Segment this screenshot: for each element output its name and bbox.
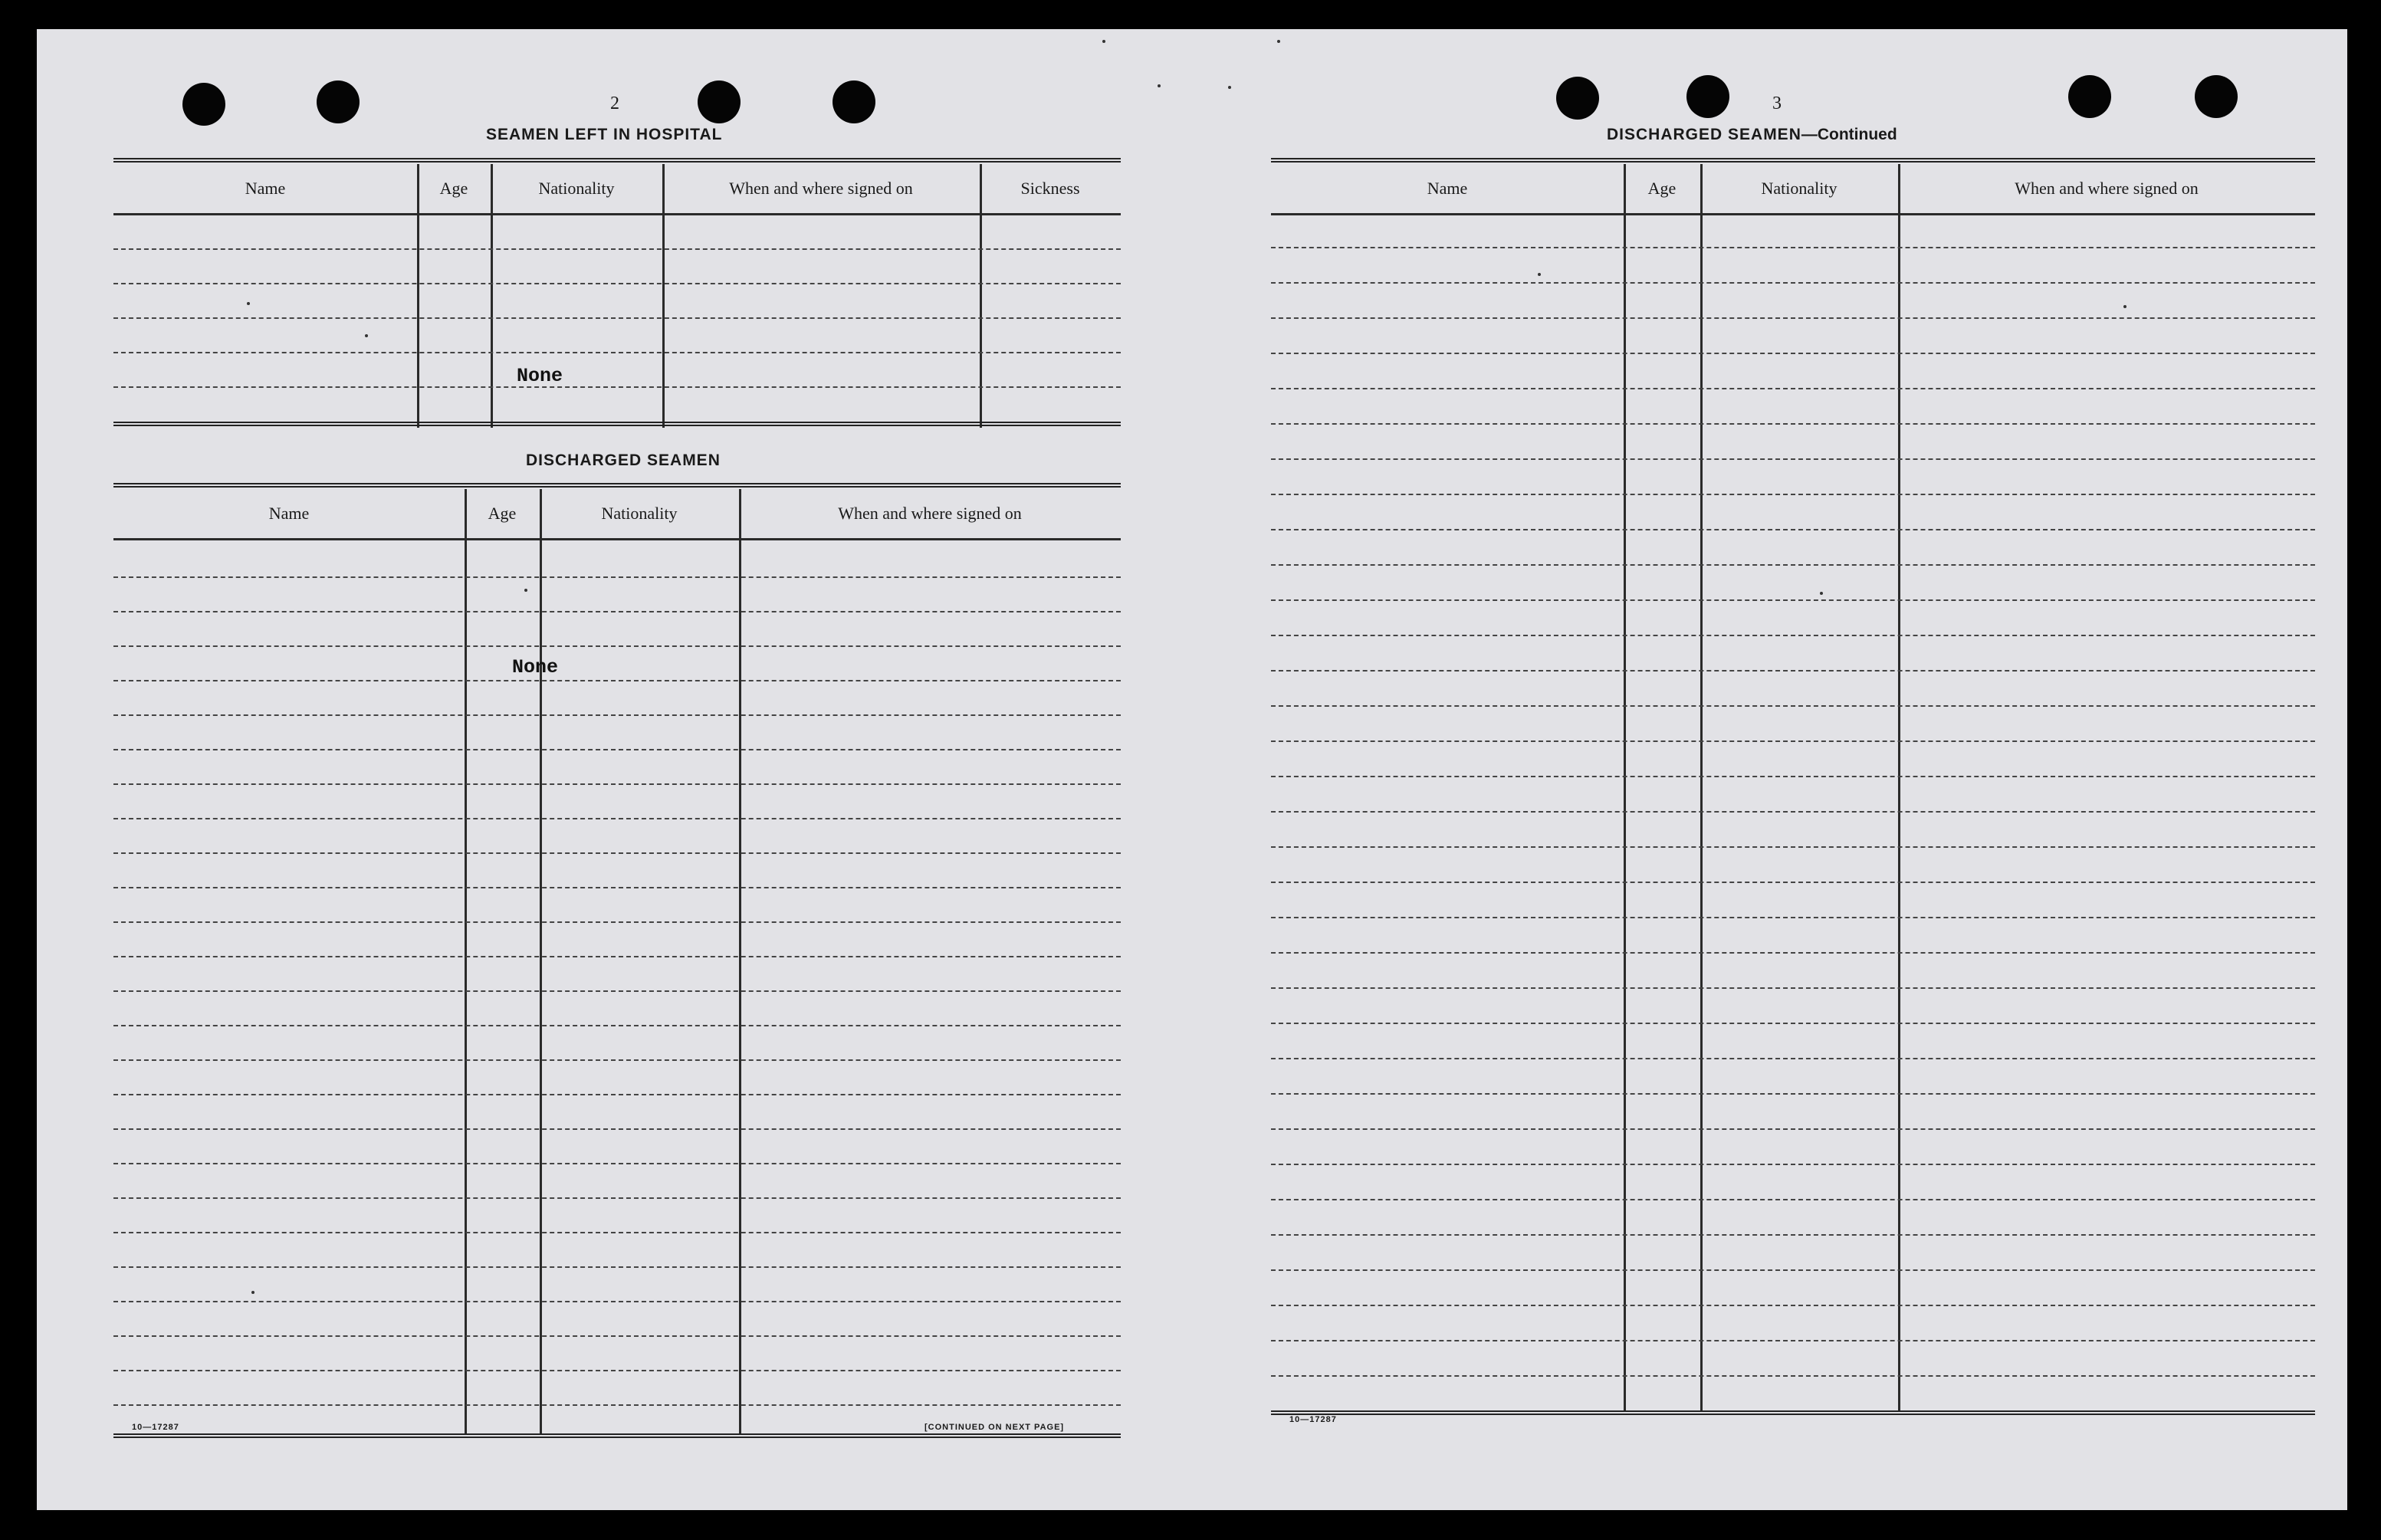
column-header-sickness: Sickness: [1020, 179, 1080, 198]
title-suffix: —Continued: [1801, 126, 1897, 143]
row-line: [113, 1370, 1121, 1371]
section-title-discharged-continued: [1607, 126, 1897, 144]
row-line: [113, 248, 1121, 250]
row-line: [113, 611, 1121, 612]
column-divider: [1700, 164, 1703, 1410]
row-line: [1271, 635, 2315, 636]
row-line: [1271, 1375, 2315, 1377]
document-spread: [37, 29, 2347, 1510]
column-header-signed-on: When and where signed on: [729, 179, 913, 198]
paper-speck: [251, 1291, 255, 1294]
row-line: [113, 1301, 1121, 1302]
row-line: [113, 1163, 1121, 1164]
section-title-hospital: SEAMEN LEFT IN HOSPITAL: [486, 126, 723, 143]
table-top-rule: [1271, 158, 2315, 163]
row-line: [1271, 705, 2315, 707]
row-line: [1271, 494, 2315, 495]
paper-speck: [247, 302, 250, 305]
row-line: [1271, 1234, 2315, 1236]
row-line: [113, 749, 1121, 750]
row-line: [1271, 846, 2315, 848]
table-top-rule: [113, 158, 1121, 163]
paper-speck: [1228, 86, 1231, 89]
column-divider: [540, 489, 542, 1433]
row-line: [113, 352, 1121, 353]
table-bottom-rule: [113, 1433, 1121, 1438]
column-header-nationality: Nationality: [538, 179, 615, 198]
row-line: [1271, 1058, 2315, 1059]
row-line: [1271, 1199, 2315, 1200]
column-header-nationality: Nationality: [601, 504, 678, 523]
page-number: 2: [610, 94, 619, 113]
row-line: [1271, 282, 2315, 284]
row-line: [1271, 1269, 2315, 1271]
row-line: [1271, 423, 2315, 425]
row-line: [113, 283, 1121, 284]
row-line: [113, 783, 1121, 785]
row-line: [1271, 1023, 2315, 1024]
table-top-rule: [113, 483, 1121, 488]
row-line: [113, 386, 1121, 388]
row-line: [1271, 1093, 2315, 1095]
punch-hole: [182, 83, 225, 126]
row-line: [113, 1197, 1121, 1199]
table-header: [113, 489, 1121, 540]
continued-note: [CONTINUED ON NEXT PAGE]: [924, 1423, 1065, 1432]
column-header-name: Name: [1427, 179, 1468, 198]
paper-speck: [1158, 84, 1161, 87]
row-line: [1271, 317, 2315, 319]
punch-hole: [1686, 75, 1729, 118]
row-line: [113, 645, 1121, 647]
column-header-name: Name: [245, 179, 286, 198]
row-line: [113, 1094, 1121, 1095]
column-divider: [491, 164, 493, 428]
paper-speck: [1102, 40, 1105, 43]
row-line: [113, 887, 1121, 888]
column-header-signed-on: When and where signed on: [2015, 179, 2199, 198]
row-line: [1271, 388, 2315, 389]
discharged-table: [113, 483, 1121, 1438]
table-header: [1271, 164, 2315, 215]
row-line: [1271, 247, 2315, 248]
row-line: [113, 956, 1121, 957]
row-line: [1271, 882, 2315, 883]
column-divider: [739, 489, 741, 1433]
form-number: 10—17287: [132, 1423, 179, 1432]
column-header-age: Age: [488, 504, 517, 523]
paper-speck: [1820, 592, 1823, 595]
row-line: [113, 1335, 1121, 1337]
row-line: [113, 818, 1121, 819]
row-line: [113, 1059, 1121, 1061]
row-line: [113, 1128, 1121, 1130]
page-number: 3: [1772, 94, 1782, 113]
typed-entry-none: None: [512, 656, 559, 678]
column-divider: [662, 164, 665, 428]
column-header-nationality: Nationality: [1761, 179, 1837, 198]
row-line: [113, 680, 1121, 681]
row-line: [113, 852, 1121, 854]
column-divider: [980, 164, 982, 428]
row-line: [1271, 564, 2315, 566]
column-divider: [1898, 164, 1900, 1410]
row-line: [1271, 740, 2315, 742]
row-line: [113, 714, 1121, 716]
punch-hole: [2195, 75, 2238, 118]
row-line: [1271, 987, 2315, 989]
row-line: [113, 1404, 1121, 1406]
row-line: [113, 1025, 1121, 1026]
row-line: [1271, 529, 2315, 530]
row-line: [1271, 670, 2315, 671]
punch-hole: [2068, 75, 2111, 118]
row-line: [1271, 353, 2315, 354]
column-divider: [417, 164, 419, 428]
punch-hole: [698, 80, 741, 123]
column-divider: [1624, 164, 1626, 1410]
row-line: [1271, 1164, 2315, 1165]
paper-speck: [524, 589, 527, 592]
section-title-discharged: DISCHARGED SEAMEN: [526, 451, 721, 469]
row-line: [1271, 952, 2315, 954]
paper-speck: [1277, 40, 1280, 43]
hospital-table: [113, 158, 1121, 428]
column-header-name: Name: [268, 504, 310, 523]
punch-hole: [1556, 77, 1599, 120]
typed-entry-none: None: [517, 365, 563, 387]
row-line: [1271, 1128, 2315, 1130]
paper-speck: [365, 334, 368, 337]
row-line: [113, 1232, 1121, 1233]
punch-hole: [317, 80, 360, 123]
punch-hole: [833, 80, 875, 123]
row-line: [1271, 458, 2315, 460]
row-line: [1271, 776, 2315, 777]
row-line: [113, 576, 1121, 578]
paper-speck: [1538, 273, 1541, 276]
column-header-age: Age: [1647, 179, 1677, 198]
column-header-age: Age: [439, 179, 468, 198]
row-line: [1271, 917, 2315, 918]
table-bottom-rule: [113, 422, 1121, 426]
row-line: [1271, 599, 2315, 601]
column-divider: [465, 489, 467, 1433]
column-header-signed-on: When and where signed on: [838, 504, 1022, 523]
table-bottom-rule: [1271, 1410, 2315, 1415]
row-line: [1271, 1305, 2315, 1306]
title-text: DISCHARGED SEAMEN: [1607, 126, 1801, 143]
row-line: [113, 990, 1121, 992]
paper-speck: [2123, 305, 2126, 308]
table-header: [113, 164, 1121, 215]
discharged-continued-table: [1271, 158, 2315, 1415]
row-line: [1271, 811, 2315, 813]
row-line: [113, 921, 1121, 923]
row-line: [113, 317, 1121, 319]
form-number: 10—17287: [1289, 1415, 1337, 1424]
row-line: [113, 1266, 1121, 1268]
row-line: [1271, 1340, 2315, 1341]
